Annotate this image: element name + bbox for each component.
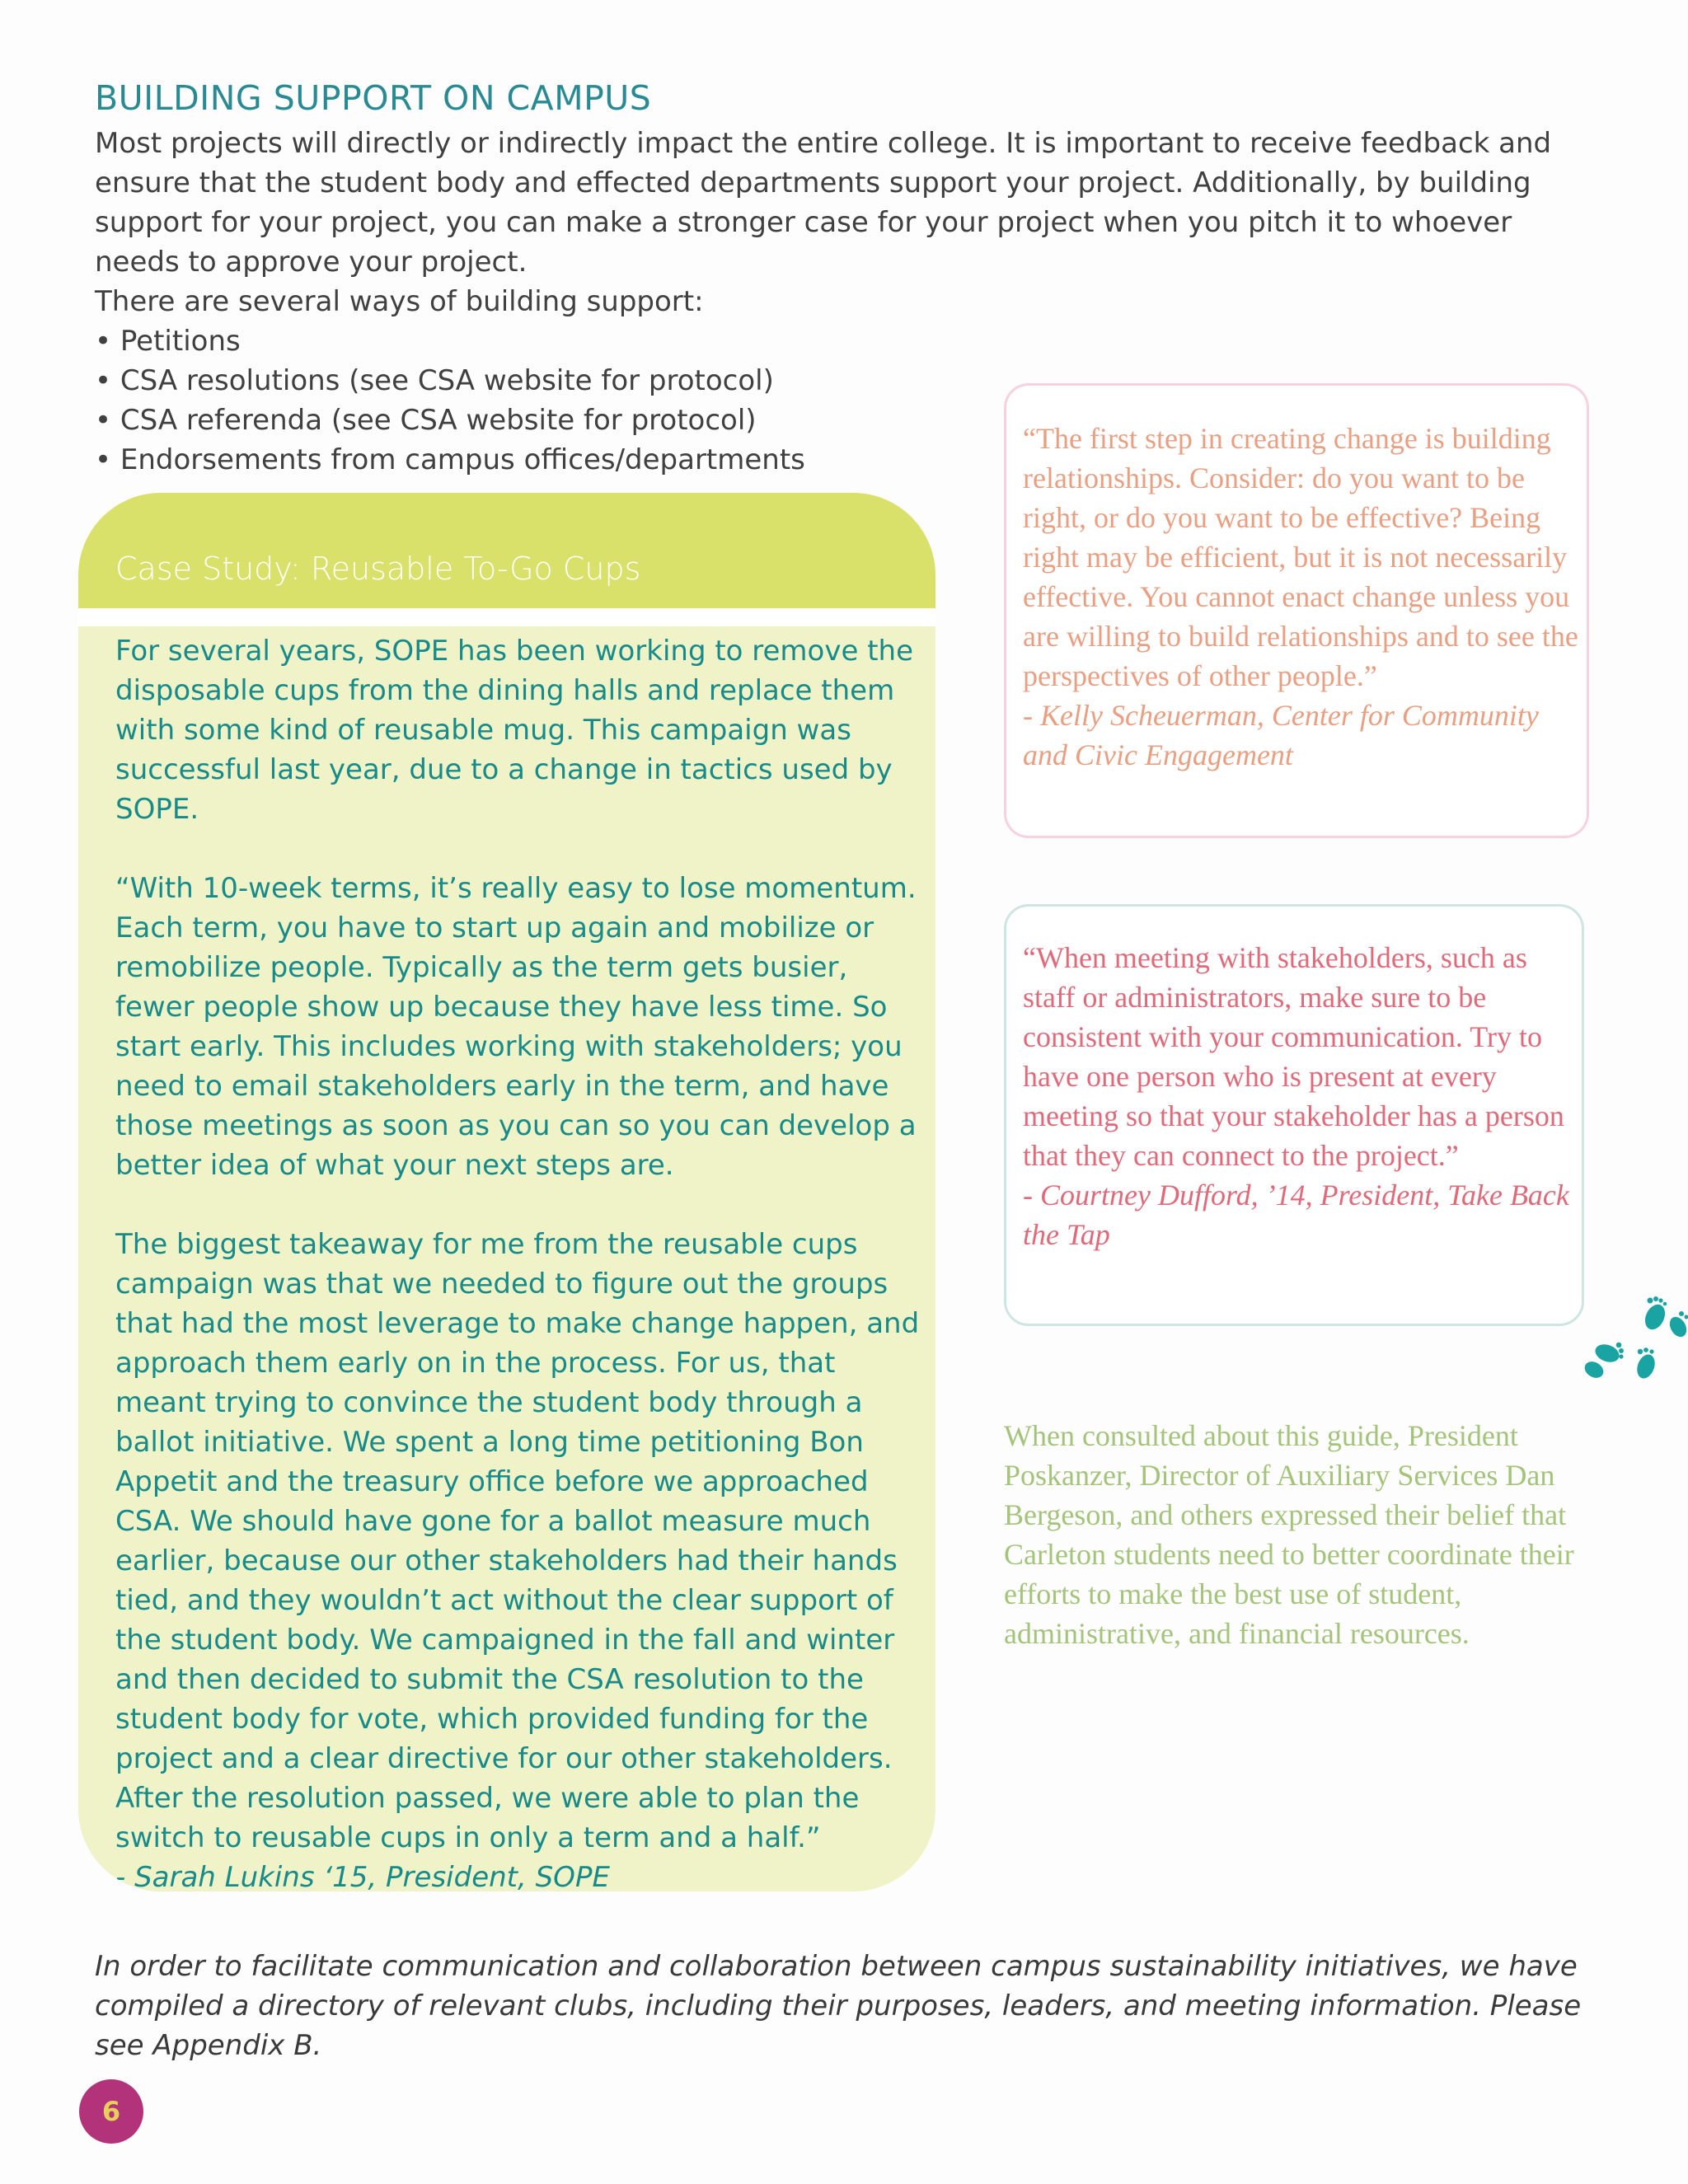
case-paragraph: “With 10-week terms, it’s really easy to lose momentum. Each term, you have to start up again and mobilize or remobilize people. Typically as the term gets busier, fewer people show up because they have less time. So start early. This includes working with stakeholders; you need to email stakeholders early in the term, and have those meetings as soon as you can so you can develop a better idea of what your next steps are.	[115, 872, 917, 1182]
quote-content	[1023, 938, 1583, 1254]
quote-attribution: - Courtney Dufford, ’14, President, Take Back the Tap	[1023, 1179, 1569, 1251]
intro-paragraph: Most projects will directly or indirectly impact the entire college. It is important to receive feedback and ensure that the student body and effected departments support your project. Additionally, by building support for your project, you can make a stronger case for your project when you pitch it to whoever needs to approve your project.	[95, 127, 1552, 279]
consultation-note: When consulted about this guide, President Poskanzer, Director of Auxiliary Services Dan Bergeson, and others expressed their belief that Carleton students need to better coordinate their efforts to make the best use of student, administrative, and financial resources.	[1004, 1419, 1574, 1650]
footprints-icon	[1582, 1294, 1688, 1385]
list-item: • Endorsements from campus offices/departments	[95, 440, 1603, 480]
quote-box-courtney	[1004, 904, 1584, 1326]
list-item: • Petitions	[95, 321, 1603, 361]
case-study-body	[115, 631, 927, 1891]
divider	[78, 608, 935, 626]
case-study-panel	[78, 493, 935, 1891]
page-number-badge: 6	[79, 2079, 143, 2144]
quote-text: “The first step in creating change is building relationships. Consider: do you want to be right, or do you want to be effective? Being right may be efficient, but it is not necessarily effective. You cannot enact change unless you are willing to build relationships and to see the perspectives of other people.”	[1023, 422, 1578, 692]
case-attribution: - Sarah Lukins ‘15, President, SOPE	[115, 1861, 610, 1891]
ways-intro: There are several ways of building support:	[95, 285, 704, 318]
closing-paragraph: In order to facilitate communication and collaboration between campus sustainability initiatives, we have compiled a directory of relevant clubs, including their purposes, leaders, and meeting information. Please see Appendix B.	[95, 1950, 1582, 2062]
quote-text: “When meeting with stakeholders, such as staff or administrators, make sure to be consistent with your communication. Try to have one person who is present at every meeting so that your stakeholder has a person that they can connect to the project.”	[1023, 941, 1564, 1172]
section-heading: BUILDING SUPPORT ON CAMPUS	[95, 78, 652, 118]
case-study-title: Case Study: Reusable To-Go Cups	[115, 551, 641, 587]
quote-content	[1023, 419, 1583, 775]
case-paragraph: The biggest takeaway for me from the reusable cups campaign was that we needed to figure out the groups that had the most leverage to make change happen, and approach them early on in the process. For us, that meant trying to convince the student body through a ballot initiative. We spent a long time petitioning Bon Appetit and the treasury office before we approached CSA. We should have gone for a ballot measure much earlier, because our other stakeholders had their hands tied, and they wouldn’t act without the clear support of the student body. We campaigned in the fall and winter and then decided to submit the CSA resolution to the student body for vote, which provided funding for the project and a clear directive for our other stakeholders. After the resolution passed, we were able to plan the switch to reusable cups in only a term and a half.”	[115, 1228, 920, 1854]
list-item: • CSA resolutions (see CSA website for protocol)	[95, 361, 1603, 401]
list-item: • CSA referenda (see CSA website for protocol)	[95, 401, 1603, 440]
quote-attribution: - Kelly Scheuerman, Center for Community and Civic Engagement	[1023, 699, 1539, 771]
quote-box-kelly	[1004, 383, 1589, 838]
case-paragraph: For several years, SOPE has been working to remove the disposable cups from the dining halls and replace them with some kind of reusable mug. This campaign was successful last year, due to a change in tactics used by SOPE.	[115, 635, 913, 826]
